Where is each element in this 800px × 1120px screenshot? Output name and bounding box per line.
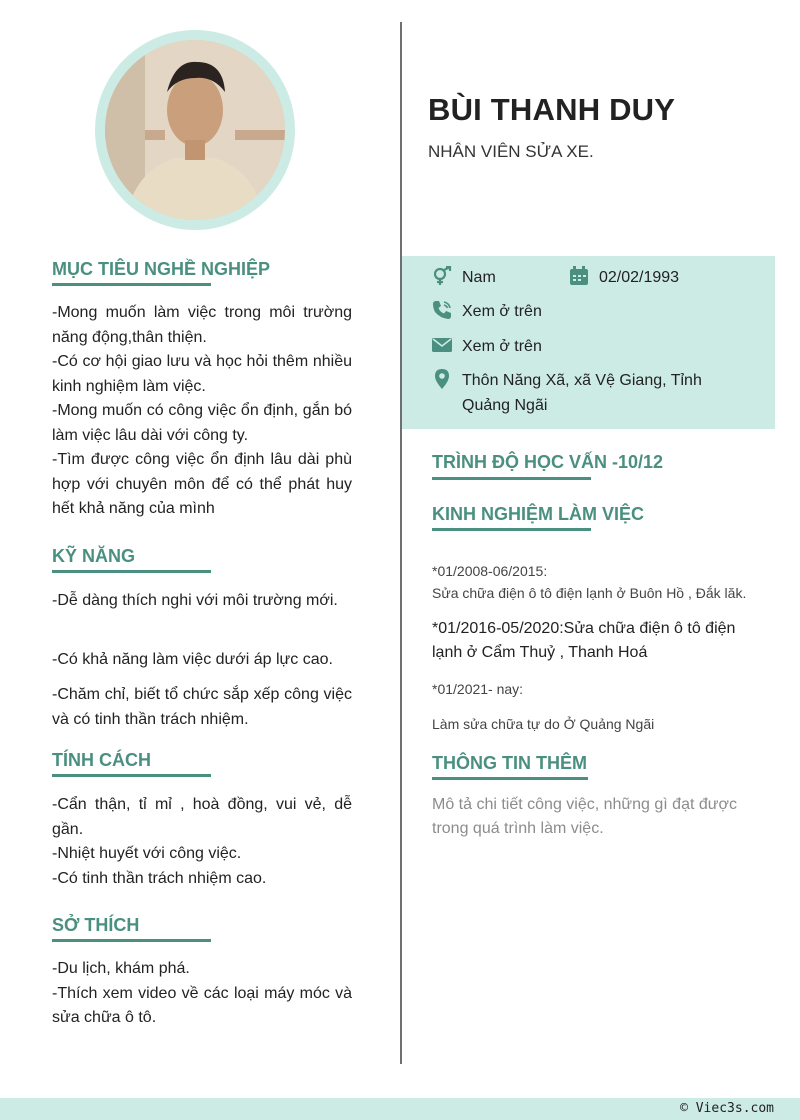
- more-info-underline: [432, 777, 588, 780]
- career-line: -Mong muốn có công việc ổn định, gắn bó làm việc lâu dài với công ty.: [52, 402, 352, 444]
- experience-3-date: *01/2021- nay:: [432, 681, 524, 697]
- experience-underline: [432, 528, 591, 531]
- skill-item: -Có khả năng làm việc dưới áp lực cao.: [52, 651, 333, 668]
- candidate-name: BÙI THANH DUY: [428, 92, 676, 127]
- career-line: -Tìm được công việc ổn định lâu dài phù hợp với chuyên môn để có thể phát huy hết khả năng của mình: [52, 451, 352, 517]
- phone-value: Xem ở trên: [462, 303, 542, 320]
- skill-item: -Dễ dàng thích nghi với môi trường mới.: [52, 592, 338, 609]
- career-goal-title: MỤC TIÊU NGHỀ NGHIỆP: [52, 259, 271, 279]
- hobbies-title: SỞ THÍCH: [52, 915, 140, 935]
- calendar-icon: [569, 266, 589, 286]
- personality-line: -Cẩn thận, tỉ mỉ , hoà đồng, vui vẻ, dễ gần.: [52, 796, 352, 838]
- gender-icon: [432, 266, 452, 286]
- education-underline: [432, 477, 591, 480]
- more-info-title: THÔNG TIN THÊM: [432, 753, 587, 773]
- career-line: -Mong muốn làm việc trong môi trường năng động,thân thiện.: [52, 304, 352, 346]
- career-line: -Có cơ hội giao lưu và học hỏi thêm nhiều kinh nghiệm làm việc.: [52, 353, 352, 395]
- hobby-line: -Du lịch, khám phá.: [52, 960, 190, 977]
- avatar: [105, 40, 285, 220]
- birthday-value: 02/02/1993: [599, 269, 680, 286]
- phone-icon: [432, 300, 452, 320]
- personality-line: -Có tinh thần trách nhiệm cao.: [52, 869, 267, 887]
- portrait-photo: [105, 40, 285, 220]
- experience-1-date: *01/2008-06/2015:: [432, 563, 548, 579]
- column-divider: [400, 22, 402, 1064]
- personality-underline: [52, 774, 211, 777]
- career-goal-underline: [52, 283, 211, 286]
- skill-item: -Chăm chỉ, biết tổ chức sắp xếp công việc và có tinh thần trách nhiệm.: [52, 686, 352, 728]
- address-row: [432, 368, 752, 418]
- job-title: NHÂN VIÊN SỬA XE.: [428, 142, 594, 161]
- skills-underline: [52, 570, 211, 573]
- hobbies-underline: [52, 939, 211, 942]
- email-row: [432, 334, 542, 359]
- phone-row: [432, 299, 542, 324]
- avatar-frame: [95, 30, 295, 230]
- career-goal-text: [52, 301, 352, 522]
- address-value: Thôn Năng Xã, xã Vệ Giang, Tỉnh Quảng Ngãi: [462, 372, 702, 414]
- contact-box: [402, 256, 775, 429]
- experience-2: *01/2016-05/2020:Sửa chữa điện ô tô điện lạnh ở Cẩm Thuỷ , Thanh Hoá: [432, 620, 736, 661]
- map-pin-icon: [432, 369, 452, 389]
- personality-line: -Nhiệt huyết với công việc.: [52, 845, 242, 862]
- email-value: Xem ở trên: [462, 338, 542, 355]
- experience-3-desc: Làm sửa chữa tự do Ở Quảng Ngãi: [432, 716, 655, 732]
- experience-1-desc: Sửa chữa điện ô tô điện lạnh ở Buôn Hồ , Đắk lăk.: [432, 585, 747, 601]
- experience-title: KINH NGHIỆM LÀM VIỆC: [432, 504, 645, 524]
- gender-value: Nam: [462, 269, 496, 286]
- education-title: TRÌNH ĐỘ HỌC VẤN -10/12: [432, 452, 664, 472]
- birthday-row: [569, 265, 679, 290]
- personality-text: [52, 793, 352, 891]
- gender-row: [432, 265, 496, 290]
- footer-watermark: © Viec3s.com: [680, 1101, 774, 1116]
- more-info-desc: Mô tả chi tiết công việc, những gì đạt được trong quá trình làm việc.: [432, 796, 737, 837]
- personality-title: TÍNH CÁCH: [52, 750, 151, 770]
- hobby-line: -Thích xem video về các loại máy móc và sửa chữa ô tô.: [52, 984, 352, 1026]
- skills-title: KỸ NĂNG: [52, 546, 136, 566]
- envelope-icon: [432, 335, 452, 355]
- hobbies-text: [52, 957, 352, 1031]
